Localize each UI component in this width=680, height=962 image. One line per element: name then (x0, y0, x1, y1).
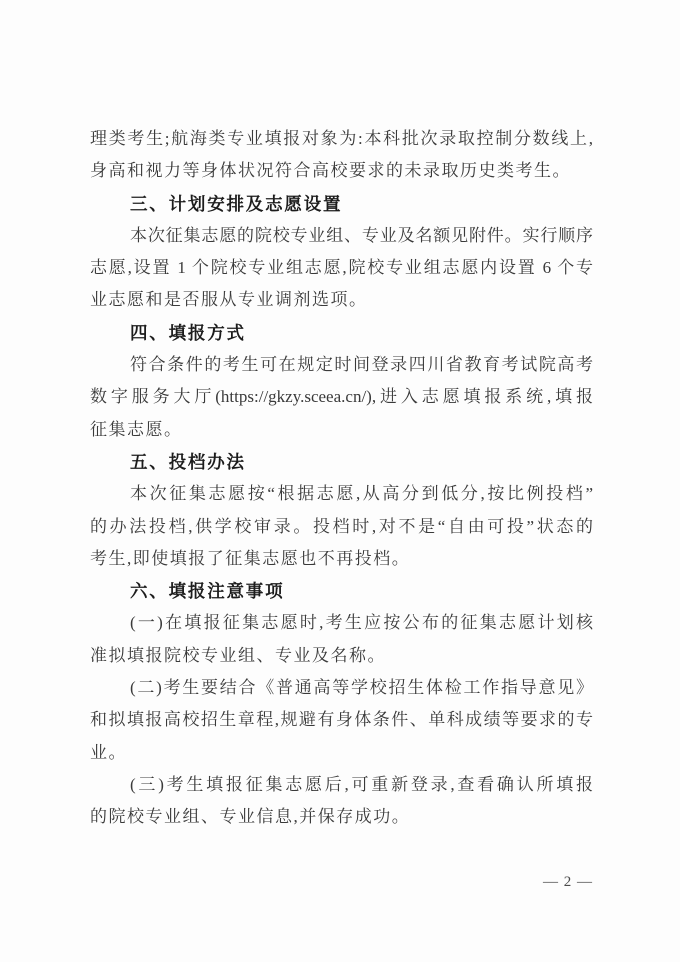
text-line: 考生,即使填报了征集志愿也不再投档。 (90, 548, 411, 568)
text-line: 的办法投档,供学校审录。投档时,对不是“自由可投”状态的 (90, 516, 593, 536)
text-line: 身高和视力等身体状况符合高校要求的未录取历史类考生。 (90, 161, 571, 181)
page-number: — 2 — (543, 874, 593, 890)
text-line: 符合条件的考生可在规定时间登录四川省教育考试院高考 (130, 355, 593, 375)
section-heading-4: 四、填报方式 (130, 322, 246, 343)
text-line: 理类考生;航海类专业填报对象为:本科批次录取控制分数线上, (90, 129, 593, 148)
text-line: (二)考生要结合《普通高等学校招生体检工作指导意见》 (130, 678, 593, 698)
text-line: 准拟填报院校专业组、专业及名称。 (90, 645, 386, 665)
section-heading-5: 五、投档办法 (130, 451, 246, 472)
text-line-url: 数字服务大厅(https://gkzy.sceea.cn/),进入志愿填报系统,填报 (90, 387, 593, 407)
text-line: 本次征集志愿的院校专业组、专业及名额见附件。实行顺序 (130, 225, 593, 245)
text-line: 的院校专业组、专业信息,并保存成功。 (90, 807, 411, 827)
text-line: 本次征集志愿按“根据志愿,从高分到低分,按比例投档” (130, 484, 593, 504)
text-line: 征集志愿。 (90, 419, 183, 439)
text-line: 业。 (90, 742, 127, 762)
section-heading-6: 六、填报注意事项 (130, 581, 285, 602)
text-line: 业志愿和是否服从专业调剂选项。 (90, 290, 368, 310)
text-line: 和拟填报高校招生章程,规避有身体条件、单科成绩等要求的专 (90, 710, 593, 730)
section-heading-3: 三、计划安排及志愿设置 (130, 193, 343, 214)
text-line: (三)考生填报征集志愿后,可重新登录,查看确认所填报 (130, 774, 593, 794)
document-body (90, 123, 593, 834)
text-line: 志愿,设置 1 个院校专业组志愿,院校专业组志愿内设置 6 个专 (90, 258, 593, 278)
text-line: (一)在填报征集志愿时,考生应按公布的征集志愿计划核 (130, 613, 593, 633)
